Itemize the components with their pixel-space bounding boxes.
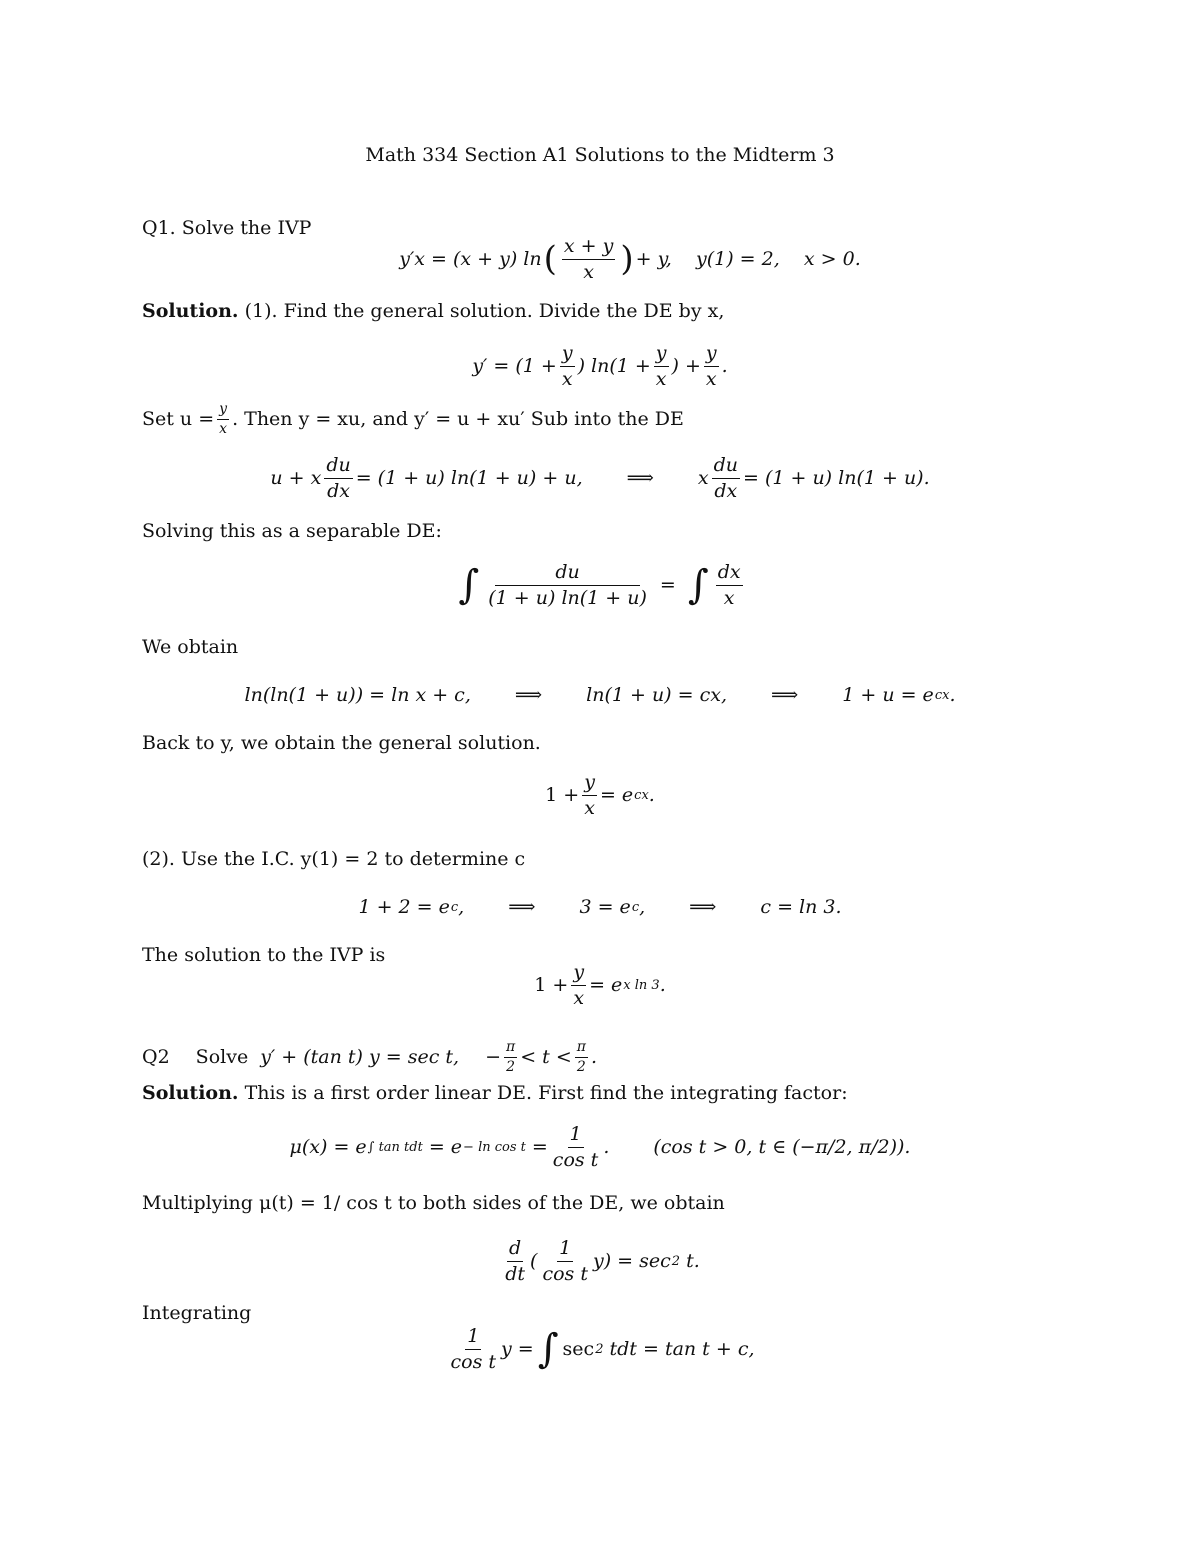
fraction-numerator: du	[324, 455, 352, 479]
domain-condition: (cos t > 0, t ∈ (−π/2, π/2)).	[653, 1135, 911, 1158]
implies-arrow: ⟹	[508, 896, 536, 918]
step1-text: (1). Find the general solution. Divide the DE by x,	[238, 300, 725, 322]
q1-obtain-text: We obtain	[142, 636, 239, 658]
fraction-denominator: x	[219, 421, 228, 438]
implies-arrow: ⟹	[626, 466, 654, 489]
eq-part: 1 + u = e	[842, 684, 934, 706]
q1-eq-rhs: + y, y(1) = 2, x > 0.	[635, 247, 861, 270]
q2-integrating-factor	[0, 1124, 1200, 1171]
implies-arrow: ⟹	[689, 896, 717, 918]
eq-part: y) = sec	[592, 1249, 671, 1272]
set-text-rest: . Then y = xu, and y′ = u + xu′ Sub into the DE	[232, 408, 684, 431]
eq-part: .	[590, 1046, 597, 1069]
eq-part: ) +	[671, 354, 701, 377]
fraction-numerator: π	[504, 1040, 517, 1058]
q1-substitution-line	[142, 402, 684, 438]
fraction-denominator: (1 + u) ln(1 + u)	[488, 586, 647, 609]
q2-label: Q2	[142, 1046, 170, 1069]
q1-general-solution	[0, 772, 1200, 819]
eq-part: ln(1 + u) = cx,	[586, 684, 727, 706]
superscript: − ln cos t	[463, 1139, 526, 1155]
fraction-numerator: y	[654, 343, 669, 367]
superscript: 2	[671, 1253, 681, 1269]
eq-part: c = ln 3.	[760, 896, 842, 918]
fraction-numerator: du	[712, 455, 740, 479]
eq-part: u + x	[270, 466, 322, 489]
fraction-denominator: dx	[327, 479, 350, 502]
fraction-denominator: cos t	[450, 1350, 496, 1373]
q1-equation-5	[0, 686, 1200, 705]
eq-part: ln(ln(1 + u)) = ln x + c,	[244, 684, 471, 706]
q2-solution-line	[142, 1084, 848, 1103]
fraction-numerator: 1	[557, 1238, 573, 1262]
fraction-denominator: 2	[506, 1059, 516, 1076]
superscript: c	[631, 900, 640, 915]
eq-part: = (1 + u) ln(1 + u).	[742, 466, 930, 489]
fraction-numerator: 1	[568, 1124, 584, 1148]
fraction-denominator: 2	[576, 1059, 586, 1076]
eq-part: =	[531, 1135, 548, 1158]
q2-equation-2	[0, 1238, 1200, 1285]
eq-part: = e	[428, 1135, 463, 1158]
q1-ivp-text: The solution to the IVP is	[142, 944, 386, 966]
integral-sign: ∫	[458, 562, 480, 609]
eq-part: ,	[458, 896, 465, 918]
equals-sign: =	[659, 573, 676, 596]
fraction-denominator: x	[561, 367, 573, 390]
right-paren: )	[620, 239, 634, 280]
q2-solve-word: Solve	[195, 1046, 249, 1069]
fraction-denominator: x	[584, 796, 595, 819]
integral-sign: ∫	[537, 1326, 559, 1373]
eq-part: .	[949, 684, 956, 706]
solution-text: This is a first order linear DE. First find the integrating factor:	[238, 1082, 848, 1104]
solution-label: Solution.	[142, 300, 239, 322]
q1-equation-2	[0, 343, 1200, 390]
eq-part: 1 + 2 = e	[358, 896, 450, 918]
eq-part: = (1 + u) ln(1 + u) + u,	[355, 466, 583, 489]
q2-integrating-text: Integrating	[142, 1302, 252, 1324]
fraction-numerator: y	[582, 772, 597, 796]
q2-equation: y′ + (tan t) y = sec t,	[260, 1046, 460, 1069]
fraction-denominator: x	[583, 260, 594, 283]
eq-part: −	[485, 1046, 501, 1069]
fraction-numerator: y	[560, 343, 575, 367]
eq-part: y =	[501, 1337, 534, 1360]
implies-arrow: ⟹	[514, 684, 543, 706]
fraction-numerator: 1	[465, 1326, 481, 1350]
superscript: 2	[595, 1341, 604, 1357]
page-title: Math 334 Section A1 Solutions to the Midterm 3	[365, 144, 835, 166]
left-paren: (	[543, 239, 557, 280]
integral-sign: ∫	[687, 562, 709, 609]
set-text: Set u =	[142, 408, 215, 431]
superscript: c	[450, 900, 459, 915]
fraction-numerator: x + y	[562, 236, 615, 260]
fraction-denominator: x	[655, 367, 667, 390]
solution-label: Solution.	[142, 1082, 239, 1104]
eq-part: 3 = e	[579, 896, 631, 918]
eq-part: .	[721, 354, 728, 377]
eq-part: ) ln(1 +	[577, 354, 651, 377]
fraction-denominator: dt	[505, 1262, 526, 1285]
eq-part: t.	[680, 1249, 700, 1272]
q1-eq-lhs: y′x = (x + y) ln	[399, 247, 542, 270]
eq-part: < t <	[520, 1046, 572, 1069]
fraction-denominator: cos t	[542, 1262, 588, 1285]
superscript: ∫ tan tdt	[367, 1139, 423, 1155]
superscript: cx	[934, 688, 950, 703]
q1-equation	[0, 236, 1200, 283]
eq-part: .	[659, 973, 666, 996]
fraction-numerator: y	[571, 962, 586, 986]
eq-part: μ(x) = e	[289, 1135, 367, 1158]
fraction-numerator: y	[704, 343, 719, 367]
fraction-denominator: x	[573, 986, 585, 1009]
superscript: x ln 3	[623, 977, 660, 993]
eq-part: .	[648, 783, 655, 806]
eq-part: = e	[589, 973, 623, 996]
q1-solution-line	[142, 302, 724, 321]
eq-part: y′ = (1 +	[472, 354, 557, 377]
eq-part: sec	[562, 1337, 595, 1360]
eq-part: = e	[599, 783, 634, 806]
fraction-numerator: dx	[716, 562, 743, 586]
fraction-numerator: π	[575, 1040, 588, 1058]
q1-separable-text: Solving this as a separable DE:	[142, 520, 442, 542]
q1-eq-fraction	[562, 236, 615, 283]
fraction-denominator: x	[723, 586, 735, 609]
implies-arrow: ⟹	[770, 684, 799, 706]
q2-equation-3	[0, 1326, 1200, 1373]
fraction-denominator: x	[705, 367, 717, 390]
fraction-numerator: d	[507, 1238, 523, 1262]
eq-part: 1 +	[545, 783, 580, 806]
eq-part: ,	[639, 896, 646, 918]
q1-heading: Q1. Solve the IVP	[142, 217, 312, 239]
eq-part: .	[603, 1135, 610, 1158]
q2-heading	[142, 1040, 597, 1076]
fraction-numerator: y	[217, 402, 229, 420]
q1-back-text: Back to y, we obtain the general solution.	[142, 732, 541, 754]
q1-step2-text: (2). Use the I.C. y(1) = 2 to determine c	[142, 848, 526, 870]
eq-part: tdt = tan t + c,	[603, 1337, 755, 1360]
q1-equation-3	[0, 455, 1200, 502]
eq-part: (	[530, 1249, 538, 1272]
eq-part: x	[697, 466, 709, 489]
fraction-denominator: dx	[714, 479, 738, 502]
superscript: cx	[634, 787, 649, 803]
q1-equation-7	[0, 898, 1200, 917]
fraction-numerator: du	[495, 562, 639, 586]
fraction-denominator: cos t	[552, 1148, 599, 1171]
eq-part: 1 +	[534, 973, 569, 996]
q2-multiply-text: Multiplying μ(t) = 1/ cos t to both sides of the DE, we obtain	[142, 1192, 725, 1214]
q1-ivp-solution	[0, 962, 1200, 1009]
q1-integral-equation	[0, 562, 1200, 609]
